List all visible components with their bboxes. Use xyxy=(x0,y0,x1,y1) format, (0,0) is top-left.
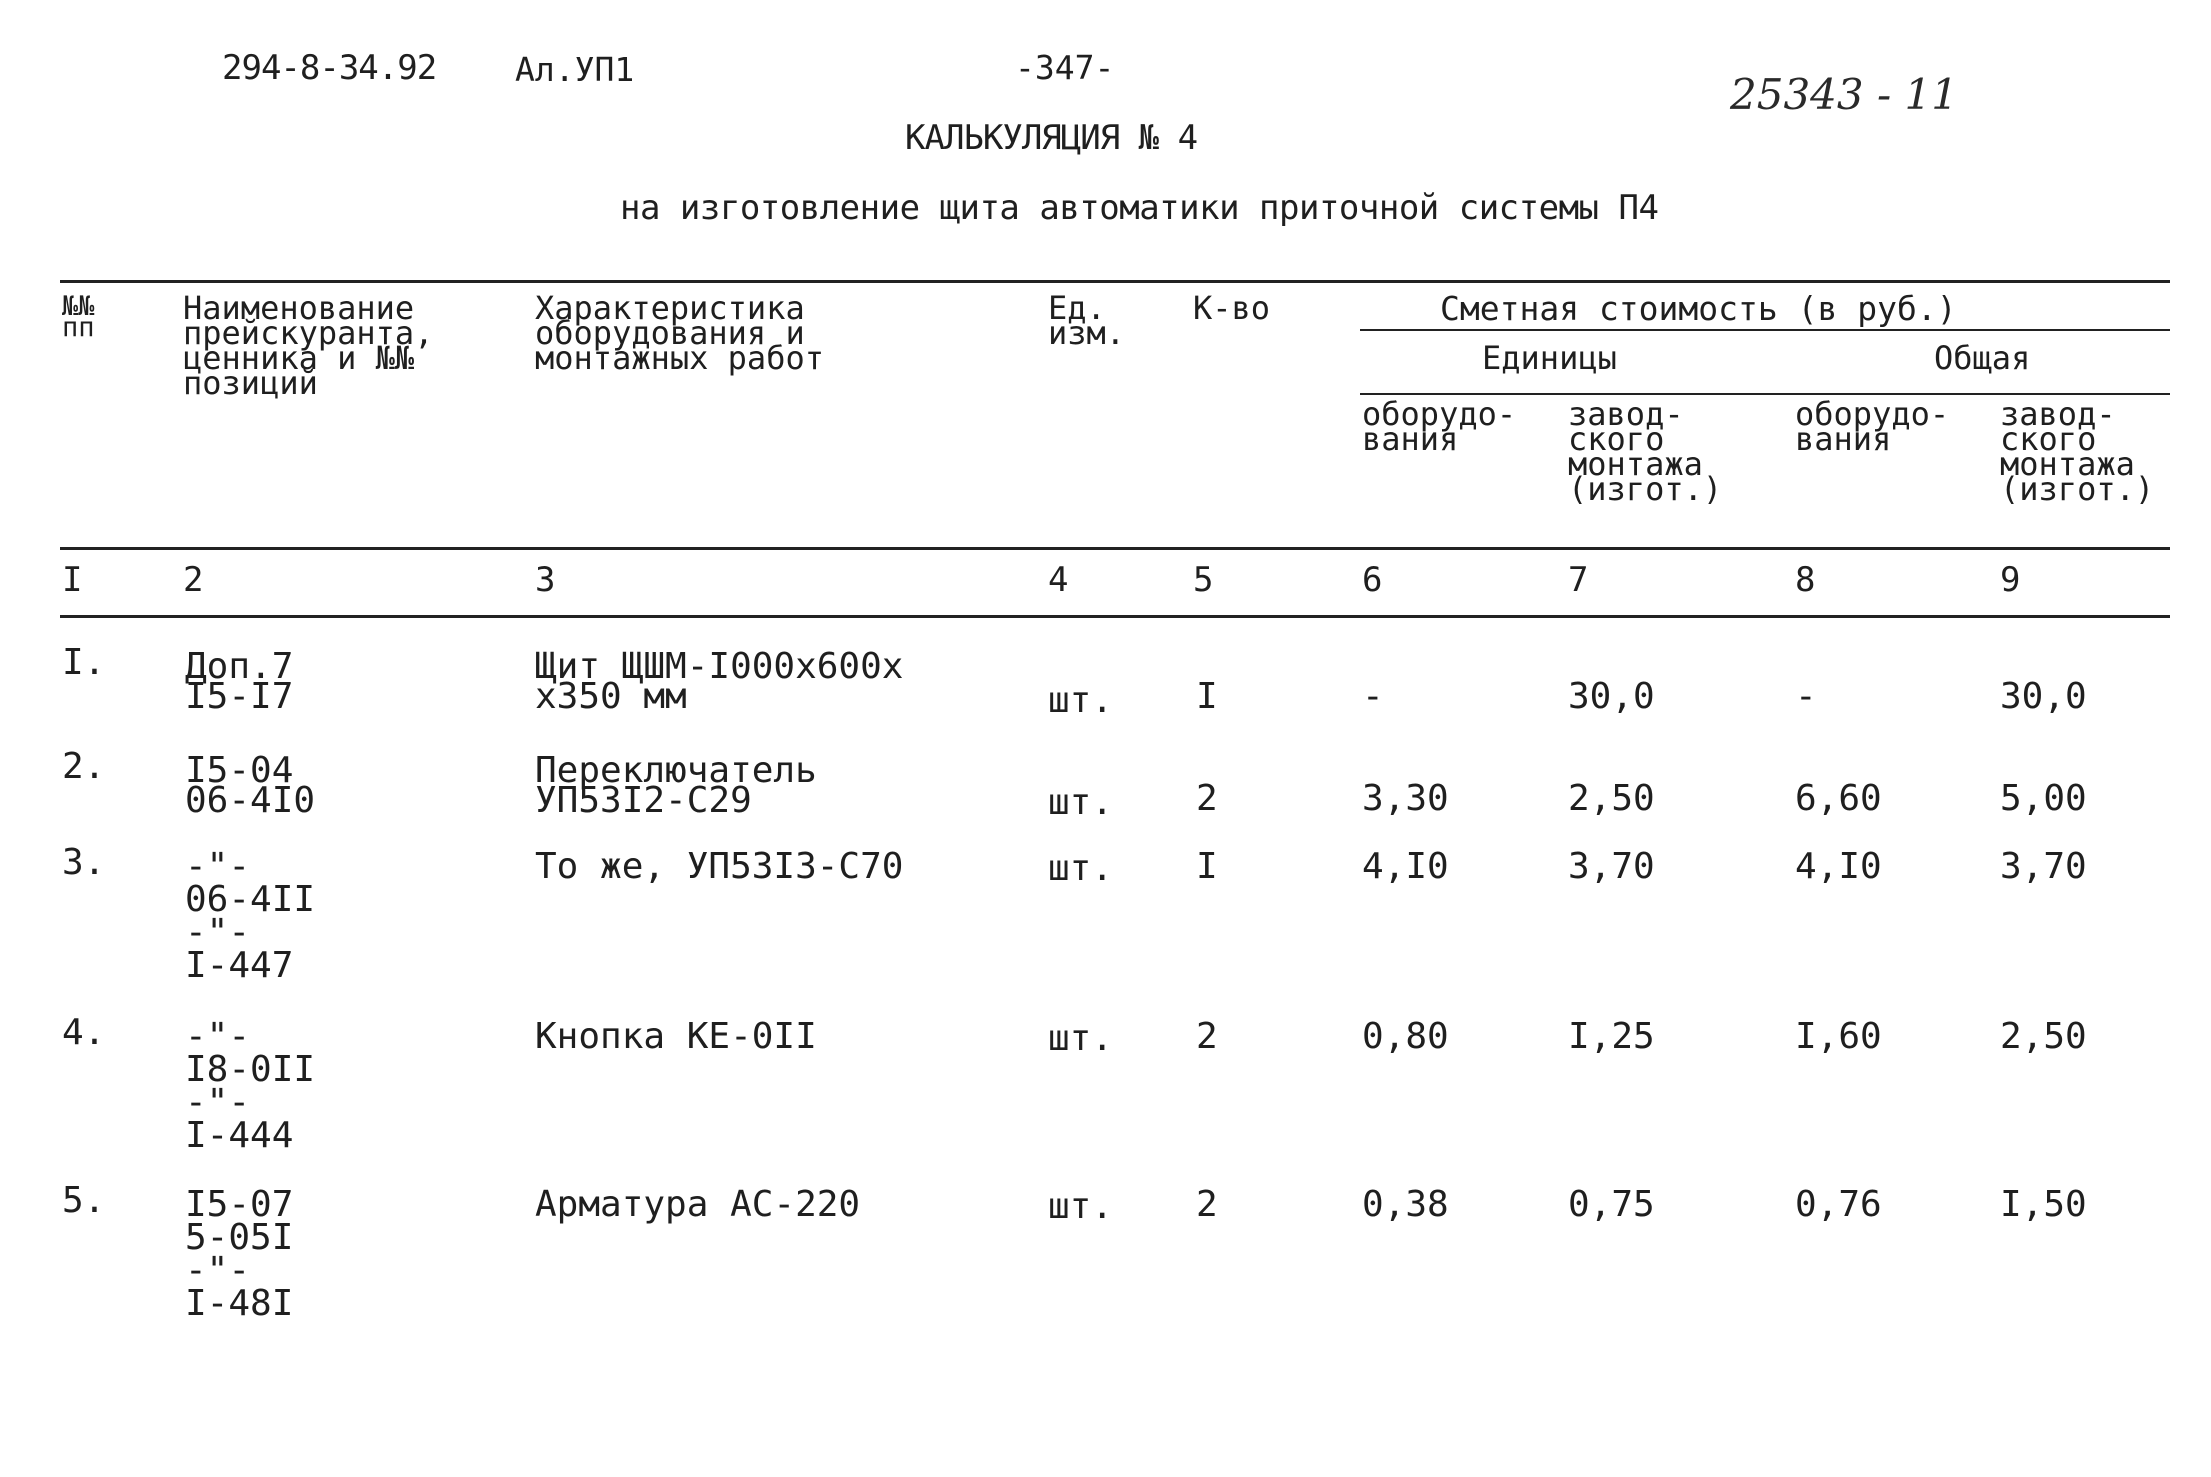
header-unit-equipment: оборудо- вания xyxy=(1362,395,1517,458)
header-total-assembly: завод- ского монтажа (изгот.) xyxy=(2000,395,2155,508)
row-name: -"- 06-4II -"- I-447 xyxy=(185,846,316,987)
row-no: 5. xyxy=(62,1180,106,1221)
row-qty: 2 xyxy=(1196,1184,1218,1225)
handwritten-number: 25343 - 11 xyxy=(1730,70,1958,119)
row-characteristic: То же, УП53I3-С70 xyxy=(535,846,904,887)
page-number: -347- xyxy=(1015,48,1115,87)
row-total-assembly: 30,0 xyxy=(2000,676,2087,717)
row-characteristic: Кнопка КЕ-0II xyxy=(535,1016,817,1057)
row-unit-assembly: 30,0 xyxy=(1568,676,1655,717)
row-characteristic: Арматура АС-220 xyxy=(535,1184,861,1225)
row-unit: шт. xyxy=(1048,1018,1114,1059)
row-total-equipment: 6,60 xyxy=(1795,778,1882,819)
row-total-assembly: 3,70 xyxy=(2000,846,2087,887)
row-no: 2. xyxy=(62,746,106,787)
row-unit: шт. xyxy=(1048,680,1114,721)
row-unit: шт. xyxy=(1048,782,1114,823)
row-no: 4. xyxy=(62,1012,106,1053)
row-total-assembly: 2,50 xyxy=(2000,1016,2087,1057)
header-unit: Ед. изм. xyxy=(1048,289,1126,352)
calculation-subtitle: на изготовление щита автоматики приточной системы П4 xyxy=(620,188,1659,228)
row-name: Доп.7 I5-I7 xyxy=(185,646,294,718)
column-number-8: 8 xyxy=(1795,560,1816,600)
row-qty: 2 xyxy=(1196,1016,1218,1057)
row-unit-assembly: I,25 xyxy=(1568,1016,1655,1057)
row-characteristic: Переключатель УП53I2-С29 xyxy=(535,750,817,822)
header-unit-group: Единицы xyxy=(1482,339,1617,377)
column-number-1: I xyxy=(62,560,83,600)
row-name: I5-07 5-05I -"- I-48I xyxy=(185,1184,294,1325)
column-number-2: 2 xyxy=(183,560,204,600)
header-unit-assembly: завод- ского монтажа (изгот.) xyxy=(1568,395,1723,508)
row-unit-equipment: 0,38 xyxy=(1362,1184,1449,1225)
row-total-assembly: I,50 xyxy=(2000,1184,2087,1225)
row-unit-assembly: 3,70 xyxy=(1568,846,1655,887)
column-number-7: 7 xyxy=(1568,560,1589,600)
row-unit-equipment: 3,30 xyxy=(1362,778,1449,819)
column-number-4: 4 xyxy=(1048,560,1069,600)
column-number-9: 9 xyxy=(2000,560,2021,600)
column-number-3: 3 xyxy=(535,560,556,600)
row-qty: I xyxy=(1196,846,1218,887)
header-cost-group: Сметная стоимость (в руб.) xyxy=(1440,289,1957,328)
calculation-title: КАЛЬКУЛЯЦИЯ № 4 xyxy=(905,118,1198,158)
row-total-equipment: 4,I0 xyxy=(1795,846,1882,887)
row-qty: 2 xyxy=(1196,778,1218,819)
header-characteristic: Характеристика оборудования и монтажных работ xyxy=(535,289,824,377)
row-unit-assembly: 0,75 xyxy=(1568,1184,1655,1225)
row-total-equipment: - xyxy=(1795,676,1817,717)
row-unit-equipment: - xyxy=(1362,676,1384,717)
header-no: №№ пп xyxy=(62,291,95,344)
row-characteristic: Щит ЩШМ-I000х600х х350 мм xyxy=(535,646,904,718)
row-unit: шт. xyxy=(1048,1186,1114,1227)
row-name: I5-04 06-4I0 xyxy=(185,750,316,822)
row-unit-equipment: 0,80 xyxy=(1362,1016,1449,1057)
header-total-group: Общая xyxy=(1934,339,2031,377)
header-bottom-rule xyxy=(60,547,2170,550)
document-code: 294-8-34.92 xyxy=(222,48,437,88)
row-total-equipment: I,60 xyxy=(1795,1016,1882,1057)
cost-group-rule xyxy=(1360,329,2170,331)
header-total-equipment: оборудо- вания xyxy=(1795,395,1950,458)
column-number-5: 5 xyxy=(1193,560,1214,600)
row-qty: I xyxy=(1196,676,1218,717)
row-unit: шт. xyxy=(1048,848,1114,889)
row-name: -"- I8-0II -"- I-444 xyxy=(185,1016,316,1157)
row-no: I. xyxy=(62,642,106,683)
table-top-rule xyxy=(60,280,2170,283)
header-qty: К-во xyxy=(1193,289,1271,327)
column-number-6: 6 xyxy=(1362,560,1383,600)
row-no: 3. xyxy=(62,842,106,883)
sheet-label: Ал.УП1 xyxy=(515,50,635,89)
column-numbers-rule xyxy=(60,615,2170,618)
row-total-assembly: 5,00 xyxy=(2000,778,2087,819)
row-unit-equipment: 4,I0 xyxy=(1362,846,1449,887)
row-total-equipment: 0,76 xyxy=(1795,1184,1882,1225)
header-name: Наименование прейскуранта, ценника и №№ позиций xyxy=(183,289,434,402)
row-unit-assembly: 2,50 xyxy=(1568,778,1655,819)
